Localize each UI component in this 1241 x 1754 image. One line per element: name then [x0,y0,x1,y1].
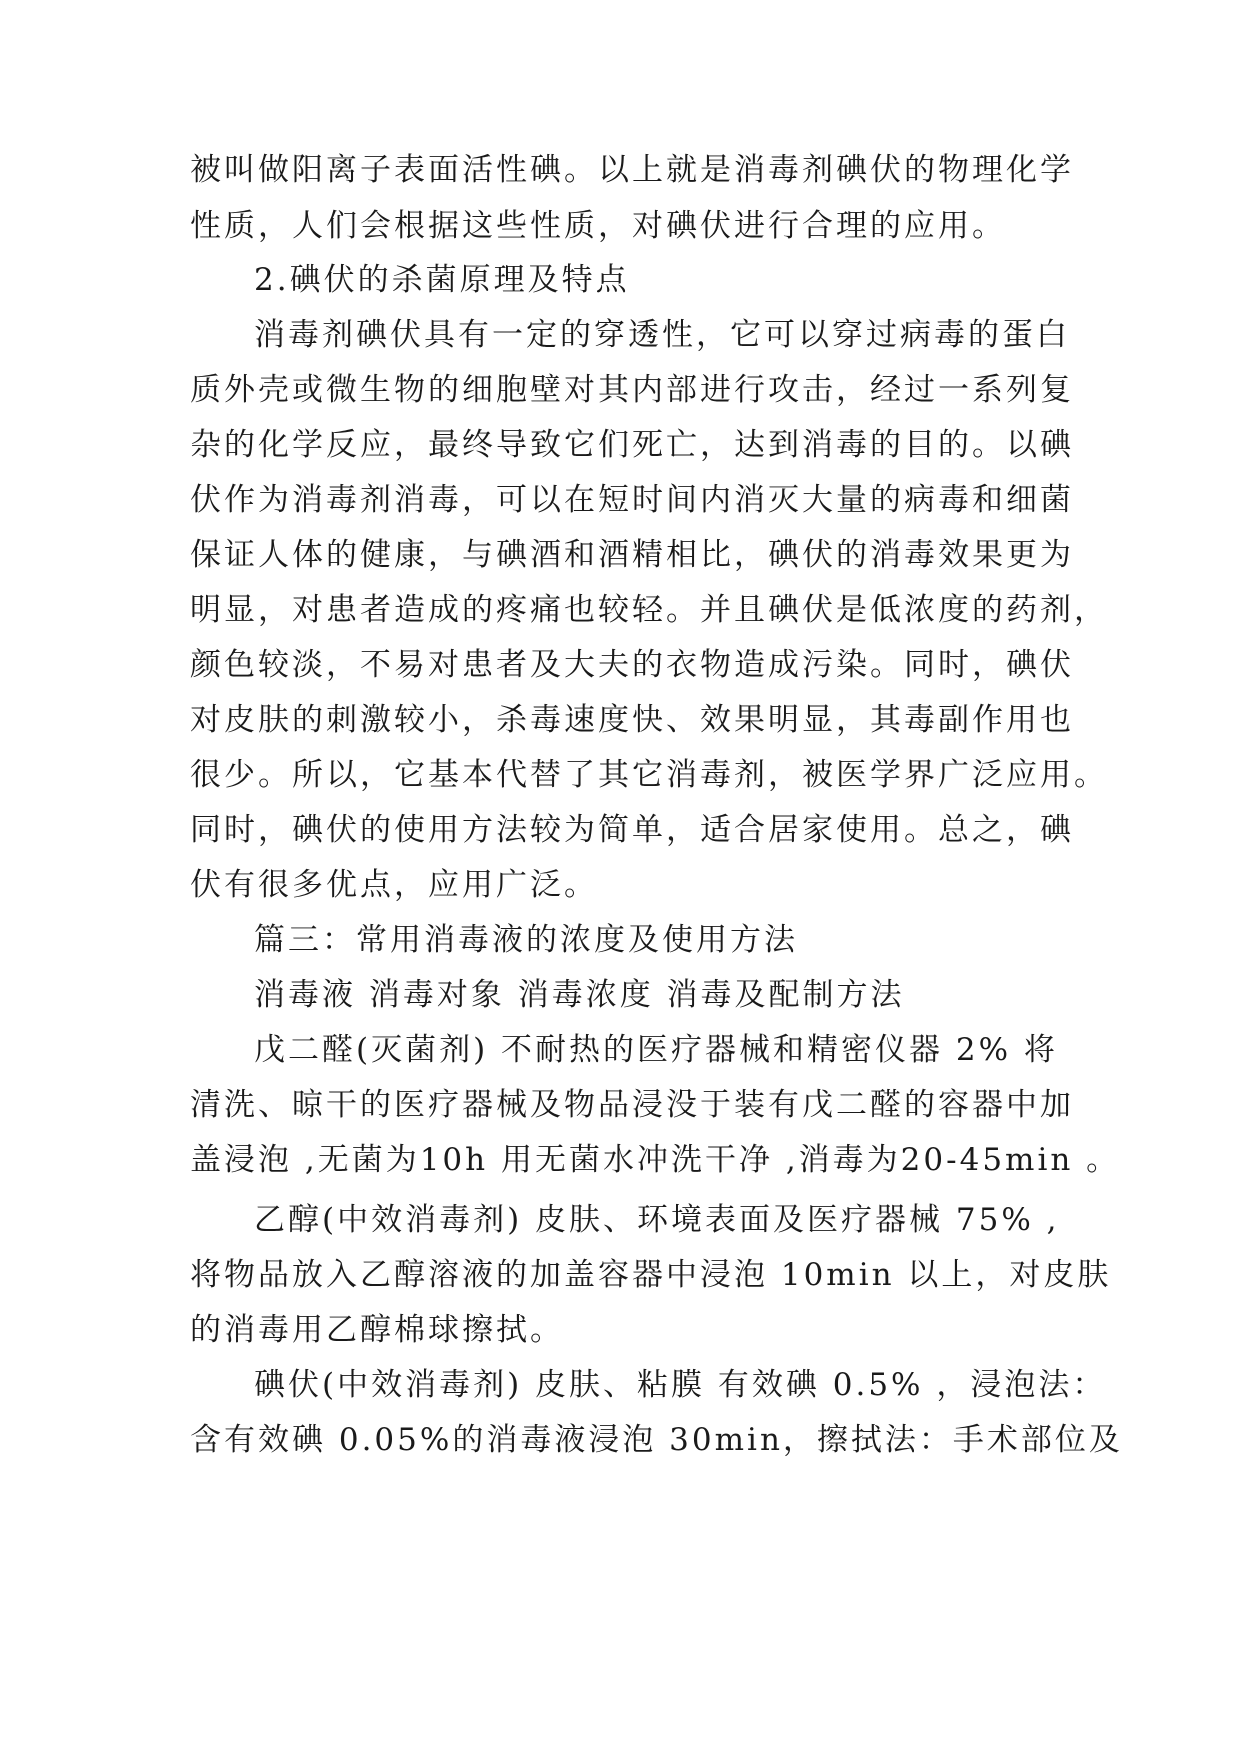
text-line: 消毒剂碘伏具有一定的穿透性，它可以穿过病毒的蛋白 [254,317,1070,353]
text-line: 性质，人们会根据这些性质，对碘伏进行合理的应用。 [190,208,1006,244]
text-line: 被叫做阳离子表面活性碘。以上就是消毒剂碘伏的物理化学 [190,152,1074,188]
text-line: 盖浸泡 ,无菌为10h 用无菌水冲洗干净 ,消毒为20-45min 。 [190,1142,1121,1178]
text-line: 质外壳或微生物的细胞壁对其内部进行攻击，经过一系列复 [190,372,1074,408]
text-line: 乙醇(中效消毒剂) 皮肤、环境表面及医疗器械 75% , [254,1202,1060,1238]
section-heading: 2.碘伏的杀菌原理及特点 [254,262,630,298]
text-line: 杂的化学反应，最终导致它们死亡，达到消毒的目的。以碘 [190,427,1074,463]
text-line: 含有效碘 0.05%的消毒液浸泡 30min，擦拭法：手术部位及 [190,1422,1123,1458]
text-line: 将物品放入乙醇溶液的加盖容器中浸泡 10min 以上，对皮肤 [190,1257,1112,1293]
table-header-line: 消毒液 消毒对象 消毒浓度 消毒及配制方法 [254,977,905,1013]
section-heading: 篇三：常用消毒液的浓度及使用方法 [254,922,798,958]
text-line: 保证人体的健康，与碘酒和酒精相比，碘伏的消毒效果更为 [190,537,1074,573]
text-line: 很少。所以，它基本代替了其它消毒剂，被医学界广泛应用。 [190,757,1108,793]
text-line: 清洗、晾干的医疗器械及物品浸没于装有戊二醛的容器中加 [190,1087,1074,1123]
text-line: 明显，对患者造成的疼痛也较轻。并且碘伏是低浓度的药剂， [190,592,1108,628]
text-line: 的消毒用乙醇棉球擦拭。 [190,1312,564,1348]
text-line: 伏作为消毒剂消毒，可以在短时间内消灭大量的病毒和细菌 [190,482,1074,518]
text-line: 戊二醛(灭菌剂) 不耐热的医疗器械和精密仪器 2% 将 [254,1032,1058,1068]
text-line: 碘伏(中效消毒剂) 皮肤、粘膜 有效碘 0.5% ，浸泡法： [254,1367,1107,1403]
text-line: 对皮肤的刺激较小，杀毒速度快、效果明显，其毒副作用也 [190,702,1074,738]
text-line: 同时，碘伏的使用方法较为简单，适合居家使用。总之，碘 [190,812,1074,848]
text-line: 颜色较淡，不易对患者及大夫的衣物造成污染。同时，碘伏 [190,647,1074,683]
text-line: 伏有很多优点，应用广泛。 [190,867,598,903]
